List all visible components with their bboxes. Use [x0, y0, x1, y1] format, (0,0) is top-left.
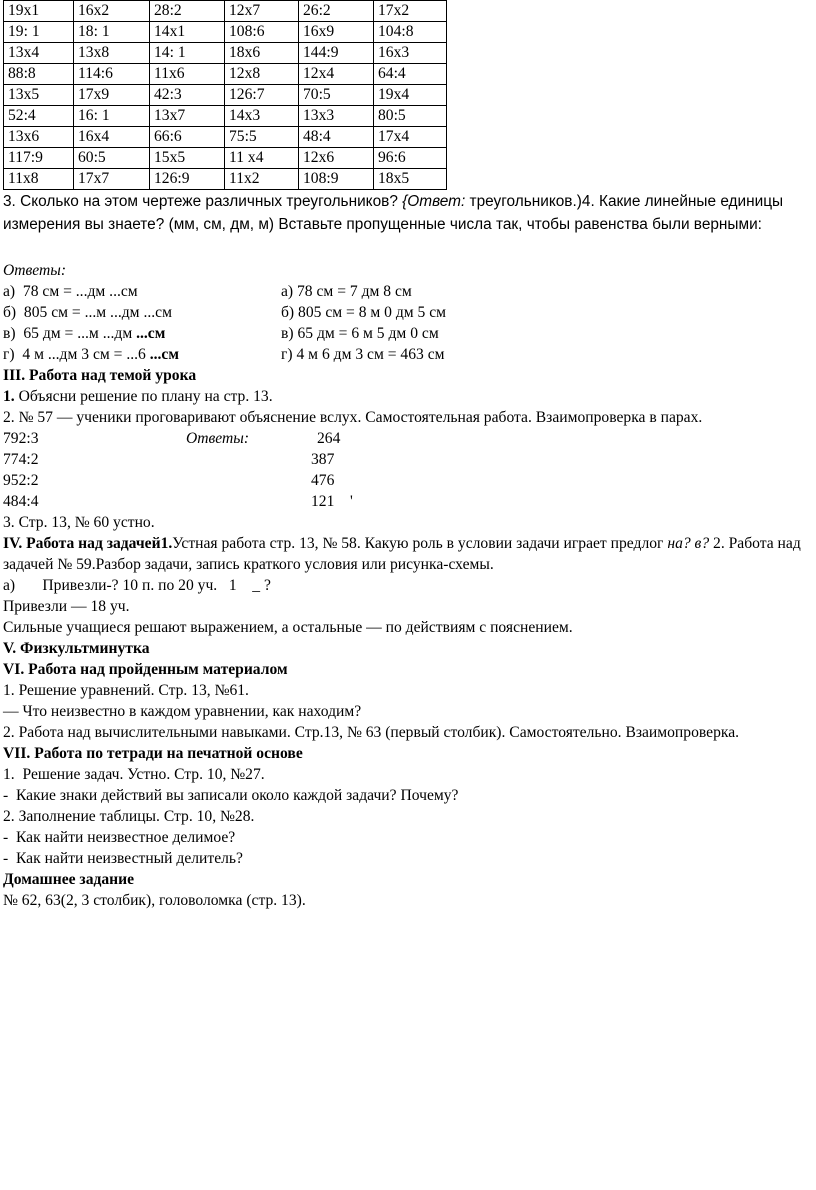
section-6-line: — Что неизвестно в каждом уравнении, как находим? [3, 703, 362, 720]
calculation-answers-label: Ответы: [186, 430, 250, 447]
section-6-title: VI. Работа над пройденным материалом [3, 661, 288, 678]
table-cell: 80:5 [374, 106, 447, 127]
calculation-list [3, 428, 811, 512]
calculation-expression: 792:3 [3, 430, 39, 447]
section-3-title: III. Работа над темой урока [3, 367, 197, 384]
table-row [4, 148, 447, 169]
calculation-row [3, 491, 811, 512]
table-cell: 16х9 [299, 22, 374, 43]
table-cell: 14х1 [150, 22, 225, 43]
table-cell: 108:9 [299, 169, 374, 190]
table-cell: 18х5 [374, 169, 447, 190]
table-cell: 60:5 [74, 148, 150, 169]
table-cell: 17х7 [74, 169, 150, 190]
table-cell: 126:9 [150, 169, 225, 190]
calculation-result: 264 [317, 430, 341, 447]
table-cell: 17х2 [374, 1, 447, 22]
table-cell: 108:6 [225, 22, 299, 43]
table-cell: 18: 1 [74, 22, 150, 43]
table-cell: 52:4 [4, 106, 74, 127]
table-cell: 13х4 [4, 43, 74, 64]
table-cell: 114:6 [74, 64, 150, 85]
table-cell: 66:6 [150, 127, 225, 148]
table-cell: 70:5 [299, 85, 374, 106]
table-cell: 144:9 [299, 43, 374, 64]
equality-answer: г) 4 м 6 дм 3 см = 463 см [281, 346, 445, 363]
table-cell: 11х6 [150, 64, 225, 85]
section-7-line: - Как найти неизвестное делимое? [3, 829, 236, 846]
equality-row [3, 344, 811, 365]
equality-answer: в) 65 дм = 6 м 5 дм 0 см [281, 325, 439, 342]
table-cell: 64:4 [374, 64, 447, 85]
calculation-result: 387 [311, 451, 335, 468]
table-cell: 42:3 [150, 85, 225, 106]
section-4-preposition: на? в? [667, 535, 710, 552]
table-cell: 12х8 [225, 64, 299, 85]
table-cell: 104:8 [374, 22, 447, 43]
equality-row [3, 281, 811, 302]
equality-task: в) 65 дм = ...м ...дм [3, 325, 137, 342]
section-7-line: - Как найти неизвестный делитель? [3, 850, 243, 867]
table-cell: 13х6 [4, 127, 74, 148]
task3-answer-label: {Ответ: [402, 193, 466, 210]
calculation-expression: 774:2 [3, 451, 39, 468]
table-cell: 17х9 [74, 85, 150, 106]
table-row [4, 1, 447, 22]
equality-task: а) 78 см = ...дм ...см [3, 283, 138, 300]
table-row [4, 43, 447, 64]
table-row [4, 127, 447, 148]
task3-text-before: 3. Сколько на этом чертеже различных треугольников? [3, 193, 403, 210]
section-5-title: V. Физкультминутка [3, 640, 150, 657]
section-4-line-a: а) Привезли-? 10 п. по 20 уч. 1 _ ? [3, 577, 271, 594]
table-row [4, 64, 447, 85]
section-7-line: 2. Заполнение таблицы. Стр. 10, №28. [3, 808, 255, 825]
table-cell: 18х6 [225, 43, 299, 64]
table-cell: 11 х4 [225, 148, 299, 169]
table-cell: 12х4 [299, 64, 374, 85]
examples-table [3, 0, 447, 190]
table-cell: 26:2 [299, 1, 374, 22]
task3-text-after: треугольников.)4. Какие линейные единицы измерения вы знаете? (мм, см, дм, м) Вставьте пропущенные числа так, чтобы равенства были верными: [3, 193, 784, 233]
homework-text: № 62, 63(2, 3 столбик), головоломка (стр. 13). [3, 892, 306, 909]
table-cell: 17х4 [374, 127, 447, 148]
equalities-list [3, 281, 811, 365]
table-cell: 16: 1 [74, 106, 150, 127]
section-3-item-2: 2. № 57 — ученики проговаривают объяснение вслух. Самостоятельная работа. Взаимопроверка в парах. [3, 409, 703, 426]
section-7-title: VII. Работа по тетради на печатной основе [3, 745, 303, 762]
homework-title: Домашнее задание [3, 871, 135, 888]
table-cell: 75:5 [225, 127, 299, 148]
task3-paragraph [3, 190, 811, 236]
section-4-title: IV. Работа над задачей [3, 535, 161, 552]
calculation-result: 121 ' [311, 493, 353, 510]
section-3-item-3: 3. Стр. 13, № 60 устно. [3, 514, 155, 531]
table-row [4, 106, 447, 127]
table-cell: 11х2 [225, 169, 299, 190]
equality-task: б) 805 см = ...м ...дм ...см [3, 304, 172, 321]
table-cell: 15х5 [150, 148, 225, 169]
section-3-item-1-number: 1. [3, 388, 15, 405]
table-cell: 117:9 [4, 148, 74, 169]
table-cell: 13х8 [74, 43, 150, 64]
table-row [4, 169, 447, 190]
section-7-line: 1. Решение задач. Устно. Стр. 10, №27. [3, 766, 265, 783]
table-cell: 96:6 [374, 148, 447, 169]
section-3-item-1 [3, 386, 811, 407]
equality-answer: а) 78 см = 7 дм 8 см [281, 283, 412, 300]
equality-task-bold: ...см [136, 325, 166, 342]
section-3-item-1-text: Объясни решение по плану на стр. 13. [14, 388, 273, 405]
table-cell: 14: 1 [150, 43, 225, 64]
table-cell: 28:2 [150, 1, 225, 22]
equality-answer: б) 805 см = 8 м 0 дм 5 см [281, 304, 447, 321]
section-4-text-a: Устная работа стр. 13, № 58. Какую роль в условии задачи играет предлог [172, 535, 668, 552]
table-cell: 12х7 [225, 1, 299, 22]
section-4-paragraph [3, 533, 811, 575]
table-row [4, 85, 447, 106]
equality-task-bold: ...см [149, 346, 179, 363]
table-cell: 88:8 [4, 64, 74, 85]
calculation-row [3, 449, 811, 470]
section-4-line-c: Сильные учащиеся решают выражением, а остальные — по действиям с пояснением. [3, 619, 573, 636]
calculation-result: 476 [311, 472, 335, 489]
table-cell: 48:4 [299, 127, 374, 148]
equality-row [3, 323, 811, 344]
calculation-expression: 952:2 [3, 472, 39, 489]
answers-heading: Ответы: [3, 262, 67, 279]
section-6-line: 1. Решение уравнений. Стр. 13, №61. [3, 682, 249, 699]
table-cell: 11х8 [4, 169, 74, 190]
equality-task: г) 4 м ...дм 3 см = ...6 [3, 346, 150, 363]
table-cell: 16х3 [374, 43, 447, 64]
section-6-line: 2. Работа над вычислительными навыками. Стр.13, № 63 (первый столбик). Самостоятельно. Взаимопроверка. [3, 724, 740, 741]
table-cell: 126:7 [225, 85, 299, 106]
table-cell: 16х2 [74, 1, 150, 22]
table-cell: 14х3 [225, 106, 299, 127]
section-4-line-b: Привезли — 18 уч. [3, 598, 130, 615]
table-cell: 19х1 [4, 1, 74, 22]
table-cell: 19: 1 [4, 22, 74, 43]
table-cell: 13х3 [299, 106, 374, 127]
table-cell: 19х4 [374, 85, 447, 106]
table-cell: 12х6 [299, 148, 374, 169]
table-row [4, 22, 447, 43]
equality-row [3, 302, 811, 323]
table-cell: 16х4 [74, 127, 150, 148]
document-page [3, 0, 811, 911]
section-7-line: - Какие знаки действий вы записали около каждой задачи? Почему? [3, 787, 459, 804]
table-cell: 13х5 [4, 85, 74, 106]
calculation-row [3, 428, 811, 449]
calculation-expression: 484:4 [3, 493, 39, 510]
section-4-text-b: 2. Работа над задачей № 59.Разбор задачи, запись краткого условия или рисунка-схемы. [3, 535, 801, 573]
section-4-title-number: 1. [160, 535, 173, 552]
calculation-row [3, 470, 811, 491]
table-cell: 13х7 [150, 106, 225, 127]
